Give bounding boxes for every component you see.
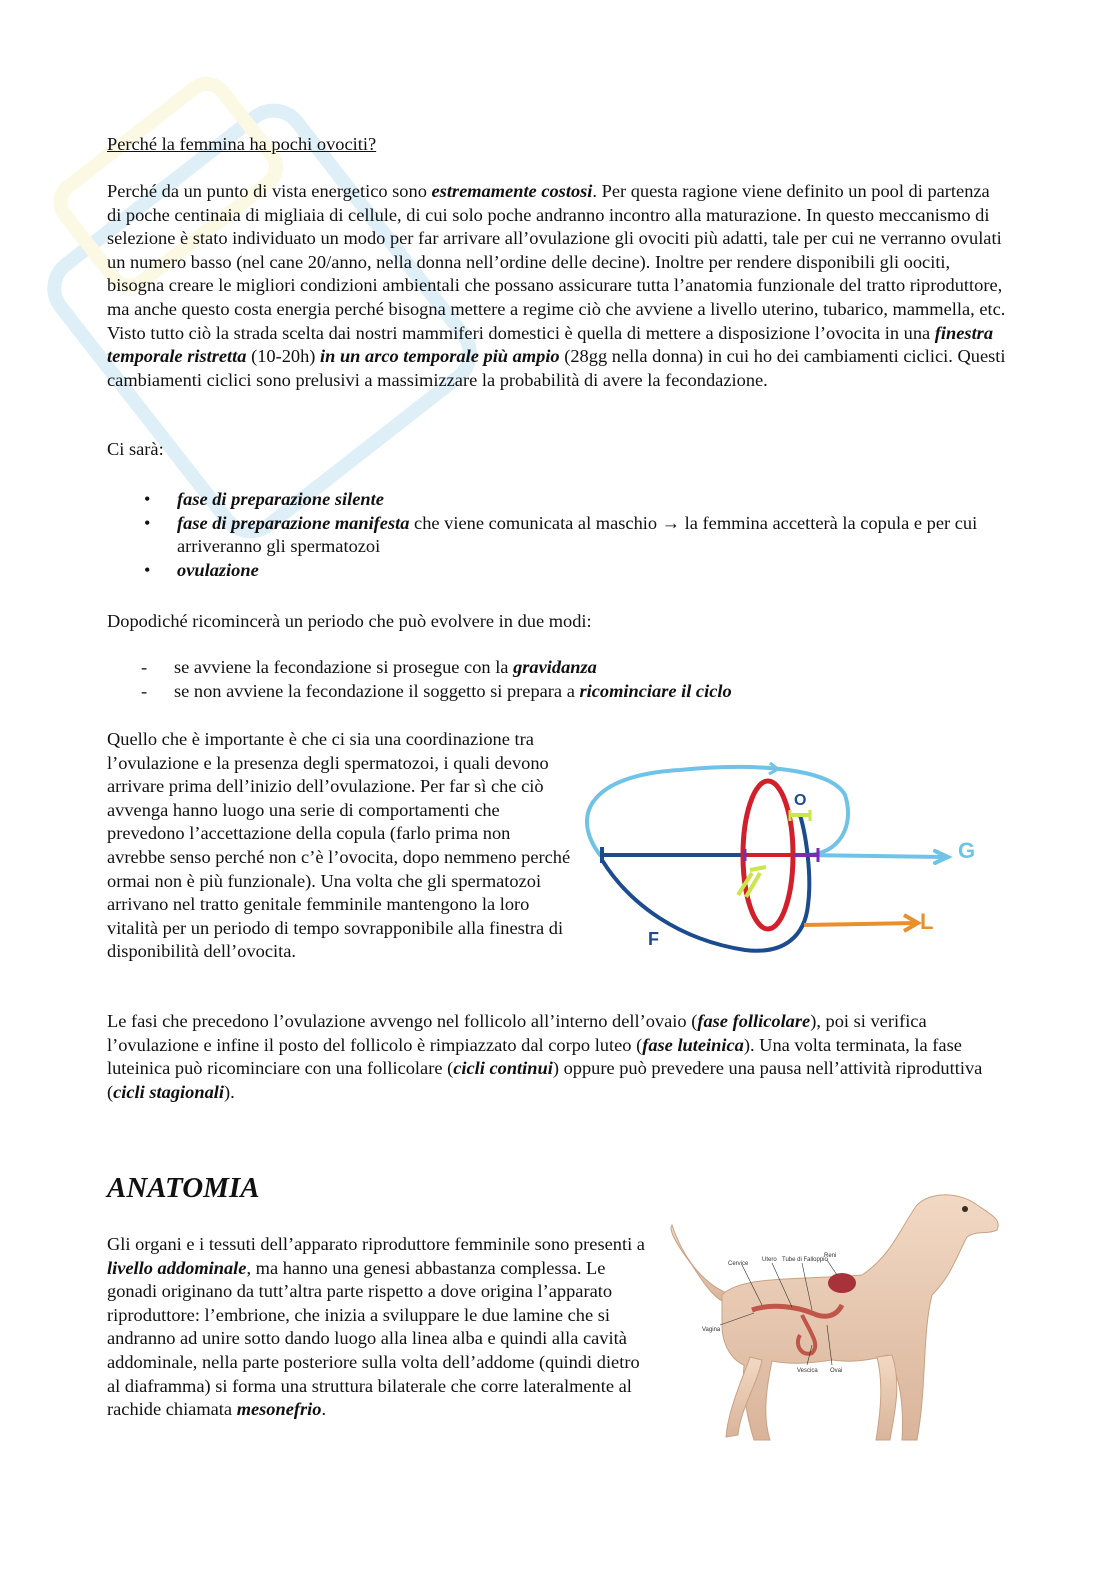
outcome-dash-list bbox=[107, 656, 1007, 703]
label-cervice: Cervice bbox=[728, 1261, 749, 1267]
label-vagina: Vagina bbox=[702, 1327, 721, 1333]
intro-paragraph: Perché da un punto di vista energetico sono estremamente costosi. Per questa ragione viene definito un pool di partenza di poche centinaia di migliaia di cellule, di cui solo poche andranno incontro alla maturazione. In questo meccanismo di selezione è stato individuato un modo per far arrivare all’ovulazione gli ovociti più adatti, tale per cui ne verranno ovulati un numero basso (nel cane 20/anno, nella donna nell’ordine delle decine). Inoltre per rendere disponibili gli oociti, bisogna creare le migliori condizioni ambientali che possano assicurare tutta l’anatomia funzionale del tratto riproduttore, ma anche questo costa energia perché bisogna mettere a regime ciò che avviene a livello uterino, tubarico, mammella, etc. Visto tutto ciò la strada scelta dai nostri mammiferi domestici è quella di mettere a disposizione l’ovocita in una finestra temporale ristretta (10-20h) in un arco temporale più ampio (28gg nella donna) in cui ho dei cambiamenti ciclici. Questi cambiamenti ciclici sono prelusivi a massimizzare la probabilità di avere la fecondazione. bbox=[107, 181, 1006, 390]
phases-paragraph: Le fasi che precedono l’ovulazione avvengo nel follicolo all’interno dell’ovaio (fase follicolare), poi si verifica l’ovulazione e infine il posto del follicolo è rimpiazzato dal corpo luteo (fase luteinica). Una volta terminata, la fase luteinica può ricominciare con una follicolare (cicli continui) oppure può prevedere una pausa nell’attività riproduttiva (cicli stagionali). bbox=[107, 1011, 983, 1102]
organs-paragraph: Gli organi e i tessuti dell’apparato riproduttore femminile sono presenti a livello addominale, ma hanno una genesi abbastanza complessa. Le gonadi originano da tutt’altra parte rispetto a dove origina l’apparato riproduttore: l’embrione, che inizia a sviluppare le due lamine che si andranno ad unire sotto dando luogo alla linea alba e quindi alla cavità addominale, nella parte posteriore sulla volta dell’addome (quindi dietro al diaframma) si forma una struttura bilaterale che corre lateralmente al rachide chiamata mesonefrio. bbox=[107, 1234, 645, 1420]
list-item: - se non avviene la fecondazione il soggetto si prepara a ricominciare il ciclo bbox=[141, 680, 732, 701]
label-l: L bbox=[920, 909, 934, 934]
dog-reproductive-anatomy-illustration bbox=[662, 1185, 1007, 1450]
coordination-paragraph: Quello che è importante è che ci sia una coordinazione tra l’ovulazione e la presenza degli spermatozoi, i quali devono arrivare prima dell’inizio dell’ovulazione. Per far sì che ciò avvenga hanno luogo una serie di comportamenti che prevedono l’accettazione della copula (farlo prima non avrebbe senso perché non c’è l’ovocita, dopo nemmeno perché ormai non è più funzionale). Una volta che gli spermatozoi arrivano nel tratto genitale femminile mantengono la loro vitalità per un periodo di tempo sovrapponibile alla finestra di disponibilità dell’ovocita. bbox=[107, 729, 571, 962]
follicular-curve bbox=[602, 815, 809, 951]
phases-bullet-list bbox=[107, 488, 1007, 582]
label-o: O bbox=[794, 792, 807, 809]
label-tube: Tube di Falloppio bbox=[782, 1257, 828, 1263]
list-item: - se avviene la fecondazione si prosegue con la gravidanza bbox=[141, 657, 597, 677]
ci-sara-label: Ci sarà: bbox=[107, 439, 164, 459]
kidney-organ bbox=[828, 1273, 856, 1293]
label-utero: Utero bbox=[762, 1257, 777, 1263]
label-vescica: Vescica bbox=[797, 1368, 818, 1374]
list-item: • fase di preparazione manifesta che viene comunicata al maschio → la femmina accetterà la copula e per cui arriveranno gli spermatozoi bbox=[144, 512, 978, 557]
anatomy-heading: ANATOMIA bbox=[107, 1172, 260, 1204]
label-ovai: Ovai bbox=[830, 1368, 843, 1374]
label-g: G bbox=[958, 838, 976, 863]
list-item: • fase di preparazione silente bbox=[144, 489, 384, 509]
dopodiche-paragraph: Dopodiché ricomincerà un periodo che può evolvere in due modi: bbox=[107, 611, 592, 631]
dog-body bbox=[671, 1195, 998, 1440]
list-item: • ovulazione bbox=[144, 559, 259, 580]
cycle-diagram bbox=[570, 755, 990, 965]
luteal-arrow bbox=[804, 923, 915, 925]
section-question-title: Perché la femmina ha pochi ovociti? bbox=[107, 134, 377, 154]
label-f: F bbox=[648, 929, 659, 949]
label-reni: Reni bbox=[824, 1253, 837, 1259]
